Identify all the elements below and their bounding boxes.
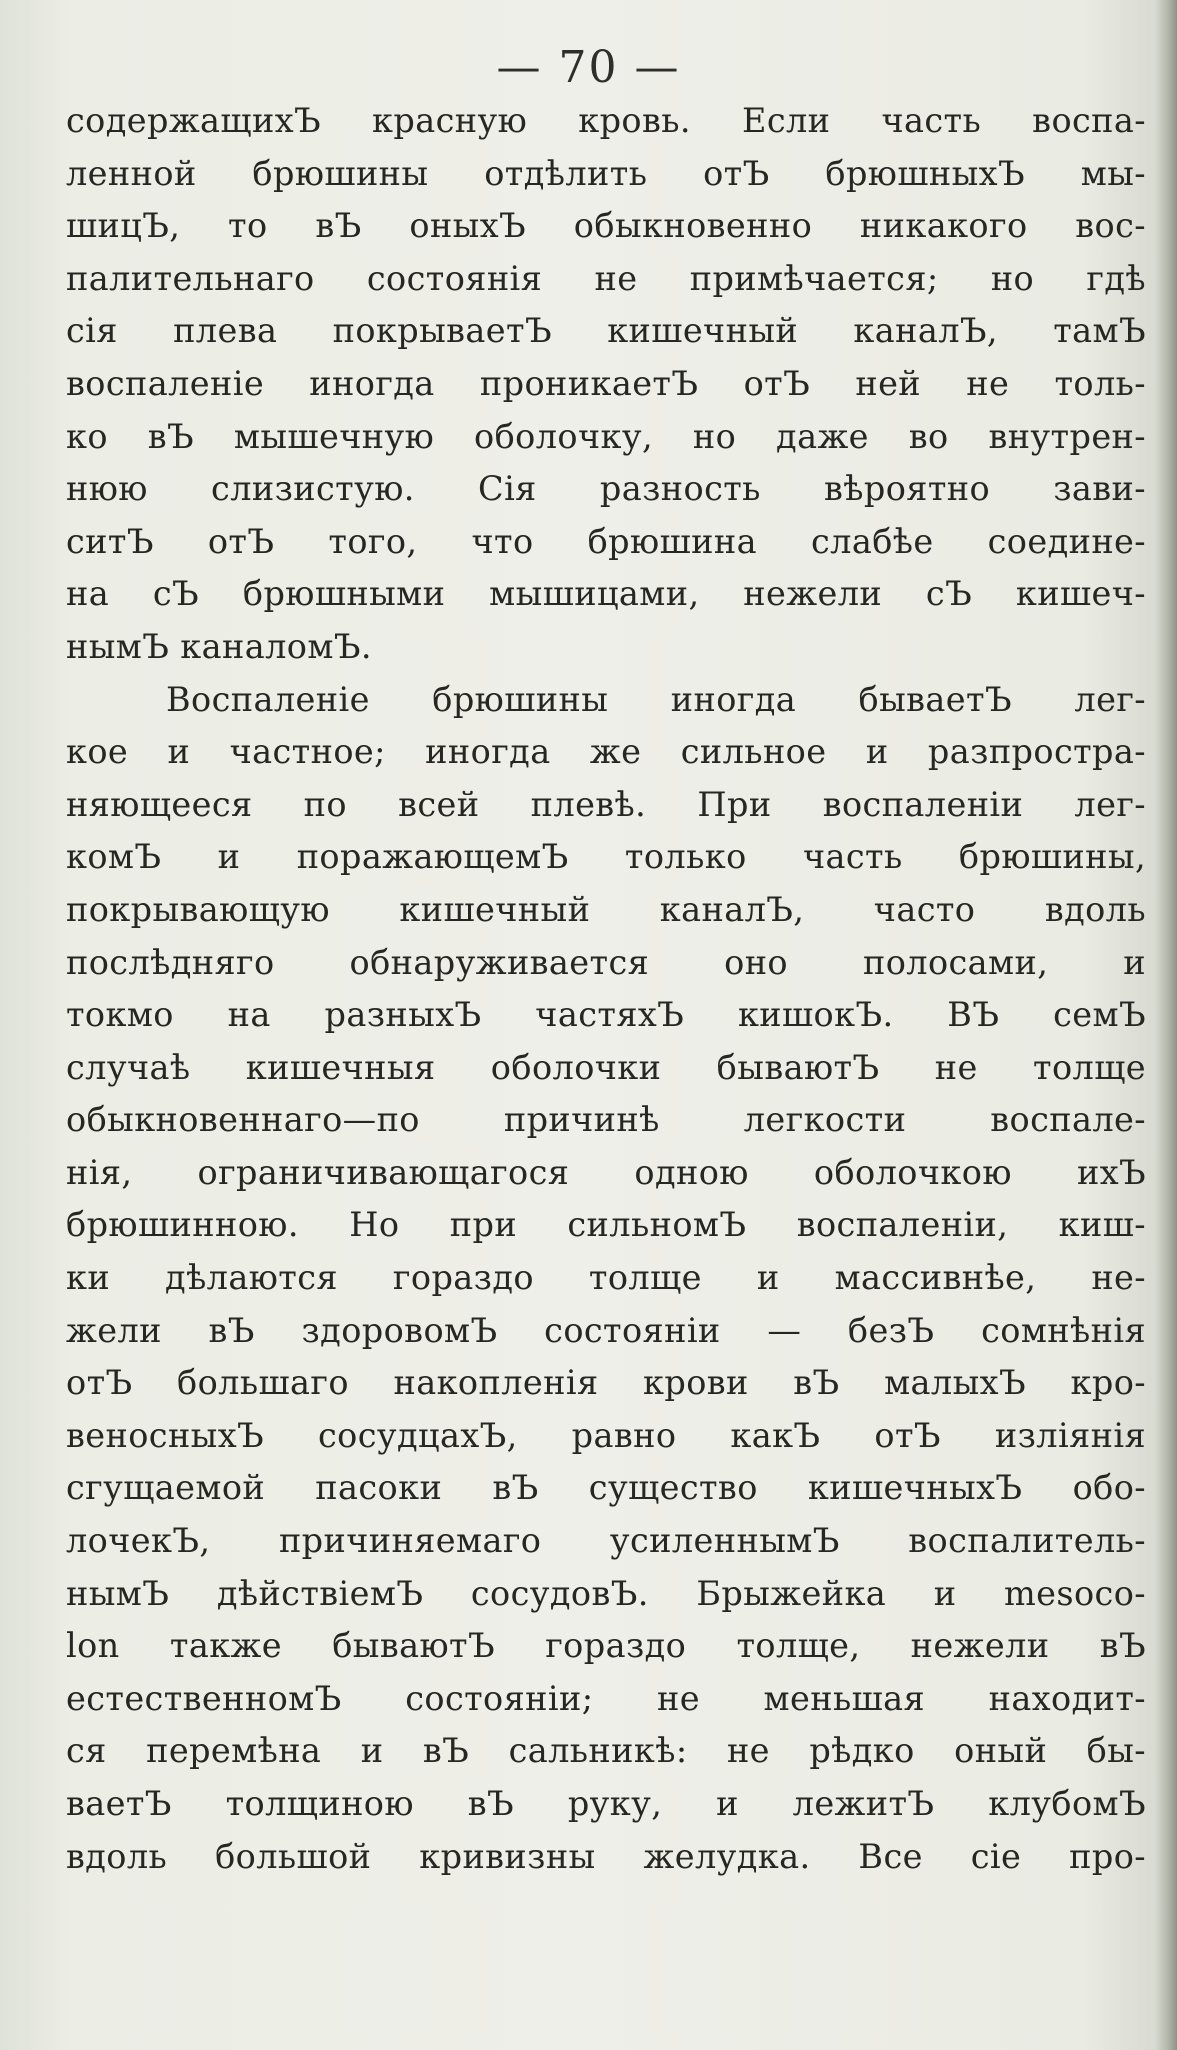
text-line: lon также бываютЪ гораздо толще, нежели вЪ (66, 1626, 1146, 1666)
text-line: естественномЪ состояніи; не меньшая находит- (66, 1678, 1146, 1718)
text-line: отЪ большаго накопленія крови вЪ малыхЪ кро- (66, 1363, 1146, 1403)
text-line: ситЪ отЪ того, что брюшина слабѣе соедине- (66, 521, 1146, 561)
text-line: нымЪ каналомЪ. (66, 626, 372, 666)
text-line: брюшинною. Но при сильномЪ воспаленіи, киш- (66, 1205, 1146, 1245)
text-line: токмо на разныхЪ частяхЪ кишокЪ. ВЪ семЪ (66, 995, 1146, 1035)
text-line: содержащихЪ красную кровь. Если часть воспа- (66, 101, 1146, 140)
text-line: веносныхЪ сосудцахЪ, равно какЪ отЪ изліянія (66, 1415, 1146, 1455)
text-line: нія, ограничивающагося одною оболочкою ихЪ (66, 1152, 1146, 1192)
text-line: ваетЪ толщиною вЪ руку, и лежитЪ клубомЪ (66, 1784, 1146, 1823)
text-line: ко вЪ мышечную оболочку, но даже во внутрен- (66, 416, 1146, 456)
text-line: случаѣ кишечныя оболочки бываютЪ не толще (66, 1047, 1146, 1087)
text-line: нымЪ дѣйствіемЪ сосудовЪ. Брыжейка и mesoco- (66, 1573, 1146, 1613)
page-number: — 70 — (496, 42, 681, 93)
text-line: комЪ и поражающемЪ только часть брюшины, (66, 837, 1146, 877)
text-line: послѣдняго обнаруживается оно полосами, и (66, 942, 1146, 982)
text-line: лочекЪ, причиняемаго усиленнымЪ воспалитель- (66, 1521, 1146, 1561)
text-line: на сЪ брюшными мышицами, нежели сЪ кишеч- (66, 574, 1146, 614)
text-line: ся перемѣна и вЪ сальникѣ: не рѣдко оный бы- (66, 1731, 1146, 1771)
page-gutter-shadow (1155, 0, 1177, 2050)
body-text (66, 95, 1146, 1883)
text-line: кое и частное; иногда же сильное и разпростра- (66, 732, 1146, 772)
text-line: сгущаемой пасоки вЪ существо кишечныхЪ обо- (66, 1468, 1146, 1508)
text-line: ки дѣлаются гораздо толще и массивнѣе, не- (66, 1258, 1146, 1298)
text-line: ленной брюшины отдѣлить отЪ брюшныхЪ мы- (66, 153, 1146, 193)
text-line: воспаленіе иногда проникаетЪ отЪ ней не толь- (66, 363, 1146, 403)
text-line: шицЪ, то вЪ оныхЪ обыкновенно никакого вос- (66, 206, 1146, 246)
text-line: няющееся по всей плевѣ. При воспаленіи лег- (66, 784, 1146, 824)
text-line: покрывающую кишечный каналЪ, часто вдоль (66, 889, 1146, 929)
text-line: вдоль большой кривизны желудка. Все сіе про- (66, 1836, 1146, 1876)
text-line: нюю слизистую. Сія разность вѣроятно зави- (66, 469, 1146, 509)
paragraph-start-line: Воспаленіе брюшины иногда бываетЪ лег- (166, 679, 1146, 719)
text-line: палительнаго состоянія не примѣчается; но гдѣ (66, 258, 1146, 298)
text-line: обыкновеннаго—по причинѣ легкости воспале- (66, 1100, 1146, 1140)
text-line: сія плева покрываетЪ кишечный каналЪ, тамЪ (66, 311, 1146, 351)
text-line: жели вЪ здоровомЪ состояніи — безЪ сомнѣнія (66, 1310, 1146, 1350)
